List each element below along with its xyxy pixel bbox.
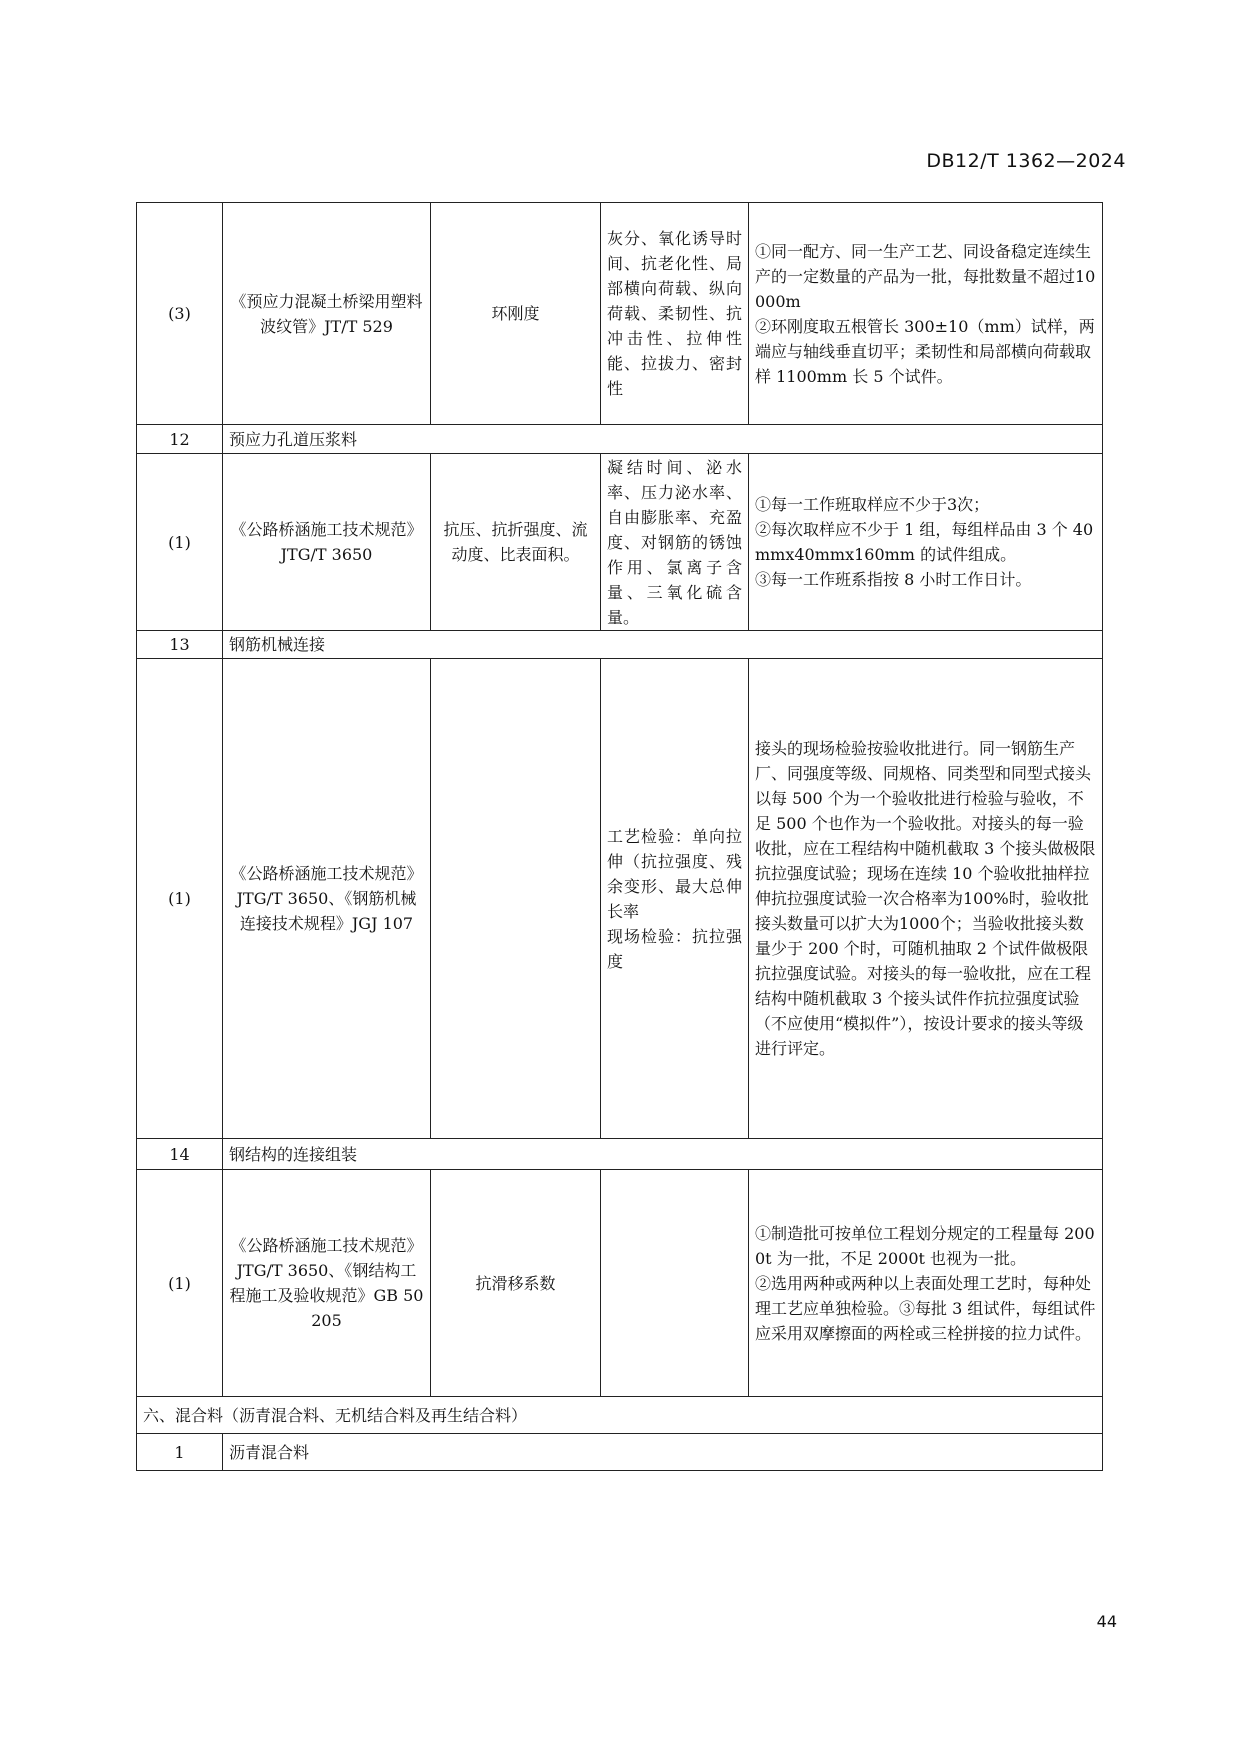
table-row bbox=[137, 1170, 1103, 1397]
row-number: (1) bbox=[137, 454, 223, 631]
sampling-rule-cell bbox=[749, 454, 1103, 631]
other-params-cell bbox=[601, 659, 749, 1139]
table-row bbox=[137, 425, 1103, 454]
test-item-cell bbox=[431, 659, 601, 1139]
category-title: 预应力孔道压浆料 bbox=[223, 425, 1103, 454]
category-title: 钢结构的连接组装 bbox=[223, 1139, 1103, 1170]
standard-cell: 《预应力混凝土桥梁用塑料波纹管》JT/T 529 bbox=[223, 203, 431, 425]
sampling-rule-cell bbox=[749, 203, 1103, 425]
row-number: (1) bbox=[137, 659, 223, 1139]
standard-cell: 《公路桥涵施工技术规范》JTG/T 3650 bbox=[223, 454, 431, 631]
category-title: 钢筋机械连接 bbox=[223, 631, 1103, 659]
other-params-cell bbox=[601, 1170, 749, 1397]
rule-text: ①制造批可按单位工程划分规定的工程量每 2000t 为一批，不足 2000t 也视为一批。 bbox=[755, 1223, 1095, 1268]
other-params-cell: 灰分、氧化诱导时间、抗老化性、局部横向荷载、纵向荷载、柔韧性、抗冲击性、拉伸性能、拉拔力、密封性 bbox=[601, 203, 749, 425]
sampling-rule-cell bbox=[749, 1170, 1103, 1397]
rule-text: ①同一配方、同一生产工艺、同设备稳定连续生产的一定数量的产品为一批，每批数量不超过10000m bbox=[755, 241, 1096, 311]
rule-text: ②选用两种或两种以上表面处理工艺时，每种处理工艺应单独检验。③每批 3 组试件，每组试件应采用双摩擦面的两栓或三栓拼接的拉力试件。 bbox=[755, 1273, 1096, 1343]
document-code: DB12/T 1362—2024 bbox=[926, 150, 1126, 172]
row-number: 1 bbox=[137, 1434, 223, 1471]
test-item-cell: 抗压、抗折强度、流动度、比表面积。 bbox=[431, 454, 601, 631]
rule-text: ②每次取样应不少于 1 组，每组样品由 3 个 40mmx40mmx160mm 的试件组成。 bbox=[755, 520, 1094, 564]
test-item-cell: 抗滑移系数 bbox=[431, 1170, 601, 1397]
row-number: (1) bbox=[137, 1170, 223, 1397]
table-row bbox=[137, 659, 1103, 1139]
table-row bbox=[137, 631, 1103, 659]
standard-cell: 《公路桥涵施工技术规范》JTG/T 3650、《钢结构工程施工及验收规范》GB 50205 bbox=[223, 1170, 431, 1397]
row-number: 14 bbox=[137, 1139, 223, 1170]
rule-text: ①每一工作班取样应不少于3次； bbox=[755, 495, 990, 514]
row-number: 12 bbox=[137, 425, 223, 454]
table-row bbox=[137, 1434, 1103, 1471]
table-row bbox=[137, 203, 1103, 425]
standard-cell: 《公路桥涵施工技术规范》JTG/T 3650、《钢筋机械连接技术规程》JGJ 107 bbox=[223, 659, 431, 1139]
table-row bbox=[137, 1139, 1103, 1170]
rule-text: ③每一工作班系指按 8 小时工作日计。 bbox=[755, 570, 1032, 589]
category-title: 沥青混合料 bbox=[223, 1434, 1103, 1471]
other-params-cell: 凝结时间、泌水率、压力泌水率、自由膨胀率、充盈度、对钢筋的锈蚀作用、氯离子含量、三氧化硫含量。 bbox=[601, 454, 749, 631]
param-text: 工艺检验：单向拉伸（抗拉强度、残余变形、最大总伸长率 bbox=[607, 826, 742, 921]
sampling-rule-cell: 接头的现场检验按验收批进行。同一钢筋生产厂、同强度等级、同规格、同类型和同型式接头以每 500 个为一个验收批进行检验与验收，不足 500 个也作为一个验收批。对接头的每一验收批，应在工程结构中随机截取 3 个接头做极限抗拉强度试验；现场在连续 10 个验收批抽样拉伸抗拉强度试验一次合格率为100%时，验收批接头数量可以扩大为1000个；当验收批接头数量少于 200 个时，可随机抽取 2 个试件做极限抗拉强度试验。对接头的每一验收批，应在工程结构中随机截取 3 个接头试件作抗拉强度试验（不应使用“模拟件”），按设计要求的接头等级进行评定。 bbox=[749, 659, 1103, 1139]
test-item-cell: 环刚度 bbox=[431, 203, 601, 425]
inspection-table bbox=[136, 202, 1103, 1471]
param-text: 现场检验：抗拉强度 bbox=[607, 926, 742, 971]
page-number: 44 bbox=[1096, 1612, 1117, 1631]
row-number: (3) bbox=[137, 203, 223, 425]
row-number: 13 bbox=[137, 631, 223, 659]
section-heading: 六、混合料（沥青混合料、无机结合料及再生结合料） bbox=[137, 1397, 1103, 1434]
rule-text: ②环刚度取五根管长 300±10（mm）试样，两端应与轴线垂直切平；柔韧性和局部横向荷载取样 1100mm 长 5 个试件。 bbox=[755, 316, 1095, 386]
table-row bbox=[137, 454, 1103, 631]
table-row bbox=[137, 1397, 1103, 1434]
